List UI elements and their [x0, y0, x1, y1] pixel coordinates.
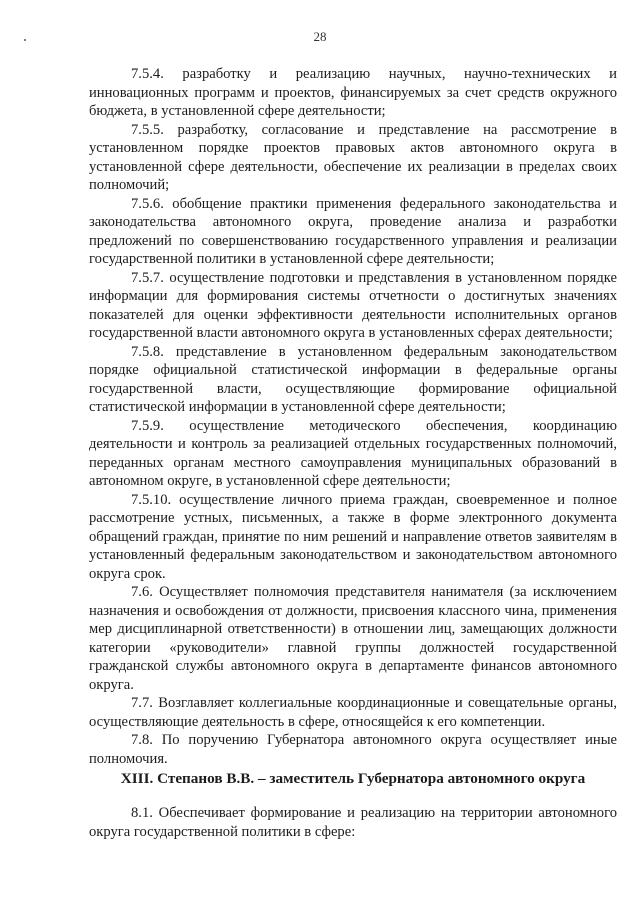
paragraph-7-7: 7.7. Возглавляет коллегиальные координационные и совещательные органы, осуществляющие деятельность в сфере, относящейся к его компетенции.	[89, 695, 617, 730]
paragraph-7-5-8: 7.5.8. представление в установленном федеральным законодательством порядке официальной статистической информации в федеральные органы государственной власти, осуществляющие формирование официальной статистической информации в установленной сфере деятельности;	[89, 343, 617, 415]
paragraph-7-5-5: 7.5.5. разработку, согласование и представление на рассмотрение в установленном порядке проектов правовых актов автономного округа в установленной сфере деятельности, обеспечение их реализации в пределах своих полномочий;	[89, 121, 617, 193]
paragraph-7-5-10: 7.5.10. осуществление личного приема граждан, своевременное и полное рассмотрение устных, письменных, а также в форме электронного документа обращений граждан, принятие по ним решений и направление ответов заявителям в установленный федеральным законодательством и законодательством автономного округа срок.	[89, 491, 617, 582]
paragraph-7-5-7: 7.5.7. осуществление подготовки и представления в установленном порядке информации для формирования системы отчетности о достигнутых значениях показателей для оценки эффективности деятельности исполнительных органов государственной власти автономного округа в установленных сферах деятельности;	[89, 269, 617, 341]
paragraph-7-6: 7.6. Осуществляет полномочия представителя нанимателя (за исключением назначения и освобождения от должности, присвоения классного чина, применения мер дисциплинарной ответственности) в отношении лиц, замещающих должности категории «руководители» главной группы должностей государственной гражданской службы автономного округа в департаменте финансов автономного округа.	[89, 584, 617, 693]
paragraph-7-5-6: 7.5.6. обобщение практики применения федерального законодательства и законодательства автономного округа, проведение анализа и разработки предложений по совершенствованию государственного управления и реализации государственной политики в установленной сфере деятельности;	[89, 195, 617, 267]
section-heading: XIII. Степанов В.В. – заместитель Губернатора автономного округа	[120, 770, 586, 787]
page-number: 28	[313, 29, 327, 44]
paragraph-7-5-9: 7.5.9. осуществление методического обеспечения, координацию деятельности и контроль за реализацией отдельных государственных полномочий, переданных органам местного самоуправления муниципальных образований в автономном округе, в установленной сфере деятельности;	[89, 417, 617, 489]
paragraph-7-8: 7.8. По поручению Губернатора автономного округа осуществляет иные полномочия.	[89, 732, 617, 767]
document-body	[89, 65, 617, 768]
paragraph-7-5-4: 7.5.4. разработку и реализацию научных, научно-технических и инновационных программ и проектов, финансируемых за счет средств окружного бюджета, в установленной сфере деятельности;	[89, 66, 617, 119]
section-body	[89, 804, 617, 841]
paragraph-8-1: 8.1. Обеспечивает формирование и реализацию на территории автономного округа государственной политики в сфере:	[89, 805, 617, 840]
